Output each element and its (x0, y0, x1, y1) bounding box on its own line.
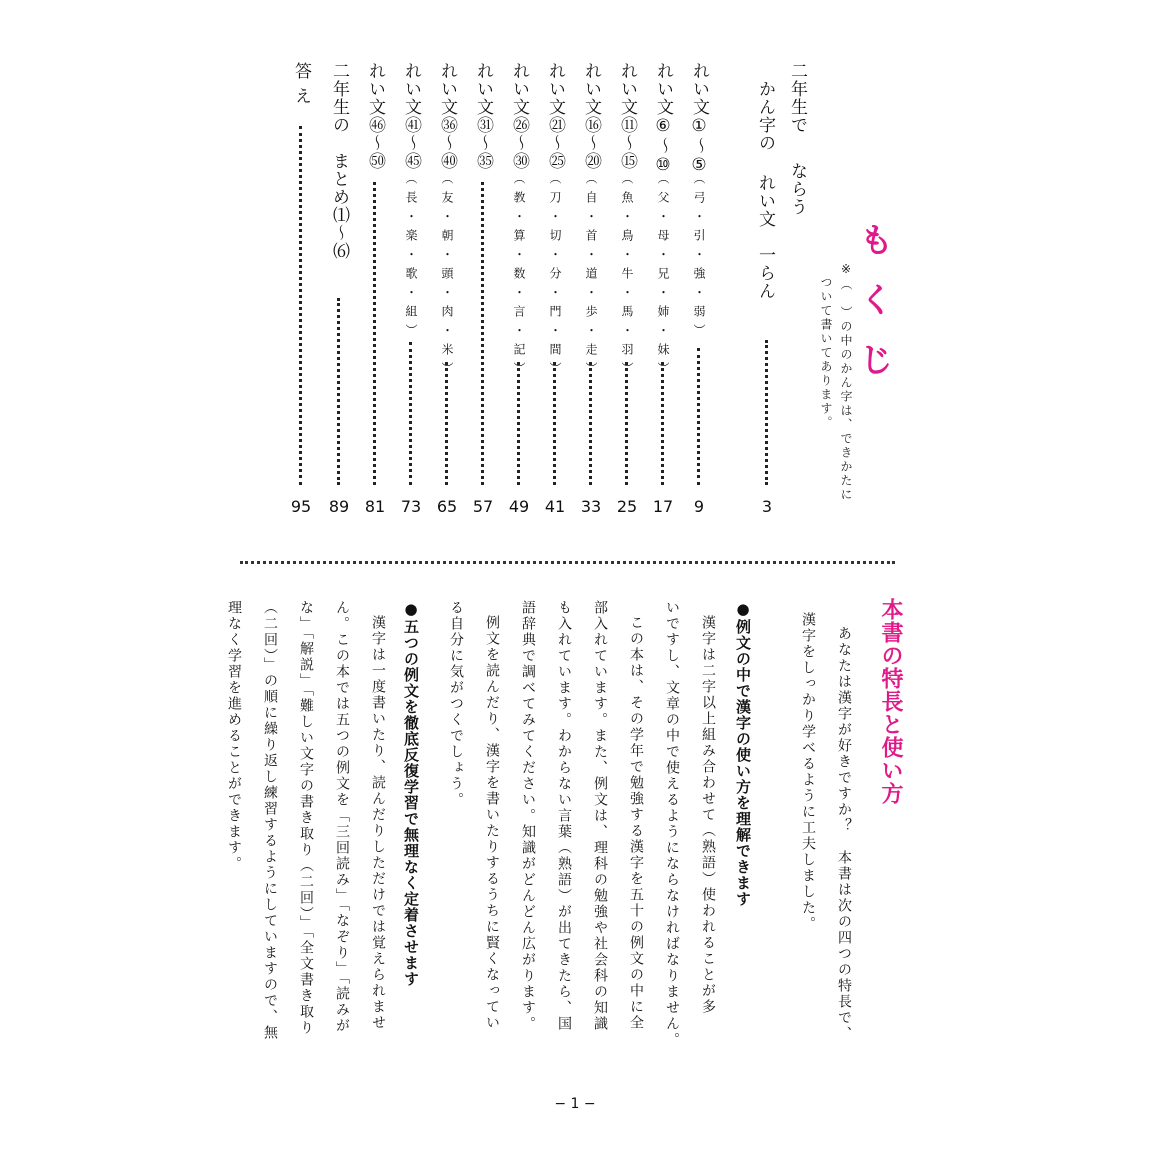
features-heading-2: ●五つの例文を徹底反復学習で無理なく定着させます (402, 600, 420, 987)
toc-dots (373, 182, 376, 485)
toc-row[interactable] (684, 62, 714, 522)
toc-row-label-3: れい文 一らん (755, 174, 775, 300)
toc-row[interactable] (286, 62, 316, 522)
toc-page: 73 (400, 497, 422, 516)
features-heading-1: ●例文の中で漢字の使い方を理解できます (734, 600, 752, 907)
toc-dots (661, 362, 664, 485)
section-divider (240, 561, 895, 564)
toc-title: もくじ (853, 222, 893, 402)
features-para2-line: な」「解説」「難しい文字の書き取り（二回）」「全文書き取り (298, 600, 314, 1036)
toc-row-intro[interactable] (755, 62, 807, 522)
features-para1-line: この本は、その学年で勉強する漢字を五十の例文の中に全 (628, 615, 644, 1031)
toc-page: 81 (364, 497, 386, 516)
toc-row-label: れい文⑪〜⑮ (617, 62, 637, 170)
toc-row-sub: かん字の (755, 80, 775, 152)
toc-page: 25 (616, 497, 638, 516)
toc-dots (589, 362, 592, 485)
toc-dots (481, 182, 484, 485)
toc-row[interactable] (396, 62, 426, 522)
toc-page: 41 (544, 497, 566, 516)
toc-row-label: れい文⑥〜⑩ (653, 62, 673, 176)
toc-row[interactable] (468, 62, 498, 522)
features-para1-line: 語辞典で調べてみてください。知識がどんどん広がります。 (520, 600, 536, 1032)
toc-row-kanji: （父・母・兄・姉・妹） (656, 172, 670, 381)
toc-page: 49 (508, 497, 530, 516)
features-para1-line: いですし、文章の中で使えるようにならなければなりません。 (664, 600, 680, 1048)
toc-row-label-2: ならう (787, 162, 807, 216)
toc-row-kanji: （教・算・数・言・記） (512, 172, 526, 381)
toc-page: 33 (580, 497, 602, 516)
toc-page: 9 (693, 497, 705, 516)
toc-row[interactable] (360, 62, 390, 522)
toc-dots (625, 362, 628, 485)
features-title: 本書の特長と使い方 (878, 598, 903, 805)
toc-row-label: れい文㉑〜㉕ (545, 62, 565, 170)
toc-note-line-2: ついて書いてあります。 (819, 276, 833, 430)
toc-dots (765, 340, 768, 485)
toc-page: 65 (436, 497, 458, 516)
features-para1-line: も入れています。わからない言葉（熟語）が出てきたら、国 (556, 600, 572, 1032)
toc-row-kanji: （弓・引・強・弱） (692, 172, 706, 343)
toc-dots (517, 362, 520, 485)
toc-row[interactable] (612, 62, 642, 522)
toc-row-kanji: （自・首・道・歩・走） (584, 172, 598, 381)
features-para1-line: 例文を読んだり、漢字を書いたりするうちに賢くなってい (484, 615, 500, 1031)
features-para2-line: 理なく学習を進めることができます。 (226, 600, 242, 872)
toc-row-label: 答え (291, 62, 311, 112)
features-para2-line: （二回）」の順に繰り返し練習するようにしていますので、無 (262, 600, 278, 1041)
features-para2-line: ん。この本では五つの例文を「三回読み」「なぞり」「読みが (334, 600, 350, 1034)
features-para2-line: 漢字は一度書いたり、読んだりしただけでは覚えられませ (370, 615, 386, 1031)
toc-row[interactable] (504, 62, 534, 522)
toc-page: 17 (652, 497, 674, 516)
toc-row-label: れい文㉛〜㉟ (473, 62, 493, 170)
toc-row-label: れい文㊱〜㊵ (437, 62, 457, 170)
page-number: − 1 − (554, 1096, 596, 1112)
toc-row-label: 二年生の まとめ⑴〜⑹ (329, 62, 349, 260)
toc-page: 95 (290, 497, 312, 516)
toc-row-kanji: （友・朝・頭・肉・米） (440, 172, 454, 381)
features-intro-line-2: 漢字をしっかり学べるように工夫しました。 (800, 612, 816, 932)
toc-row-label: れい文⑯〜⑳ (581, 62, 601, 170)
toc-dots (445, 362, 448, 485)
toc-row[interactable] (576, 62, 606, 522)
toc-row-label: れい文㉖〜㉚ (509, 62, 529, 170)
toc-page: 89 (328, 497, 350, 516)
toc-dots (409, 342, 412, 485)
toc-row[interactable] (324, 62, 354, 522)
toc-row-label: れい文①〜⑤ (689, 62, 709, 176)
toc-row-label: れい文㊶〜㊺ (401, 62, 421, 170)
toc-note-line-1: ※（ ）の中のかん字は、できかたに (839, 262, 853, 502)
toc-page: 57 (472, 497, 494, 516)
toc-row-kanji: （刀・切・分・門・間） (548, 172, 562, 381)
toc-dots (553, 362, 556, 485)
features-intro-line-1: あなたは漢字が好きですか？ 本書は次の四つの特長で、 (836, 626, 852, 1042)
toc-row-kanji: （魚・鳥・牛・馬・羽） (620, 172, 634, 381)
toc-page: 3 (761, 497, 773, 516)
toc-row[interactable] (540, 62, 570, 522)
features-para1-line: 漢字は二字以上組み合わせて（熟語）使われることが多 (700, 615, 716, 1015)
toc-dots (299, 126, 302, 485)
features-para1-line: 部入れています。また、例文は、理科の勉強や社会科の知識 (592, 600, 608, 1032)
toc-row-label: 二年生で (787, 62, 807, 134)
toc-row[interactable] (648, 62, 678, 522)
toc-row[interactable] (432, 62, 462, 522)
toc-row-kanji: （長・楽・歌・組） (404, 172, 418, 343)
features-para1-line: る自分に気がつくでしょう。 (448, 600, 464, 808)
toc-row-label: れい文㊻〜㊿ (365, 62, 385, 170)
toc-dots (697, 348, 700, 485)
toc-dots (337, 298, 340, 485)
